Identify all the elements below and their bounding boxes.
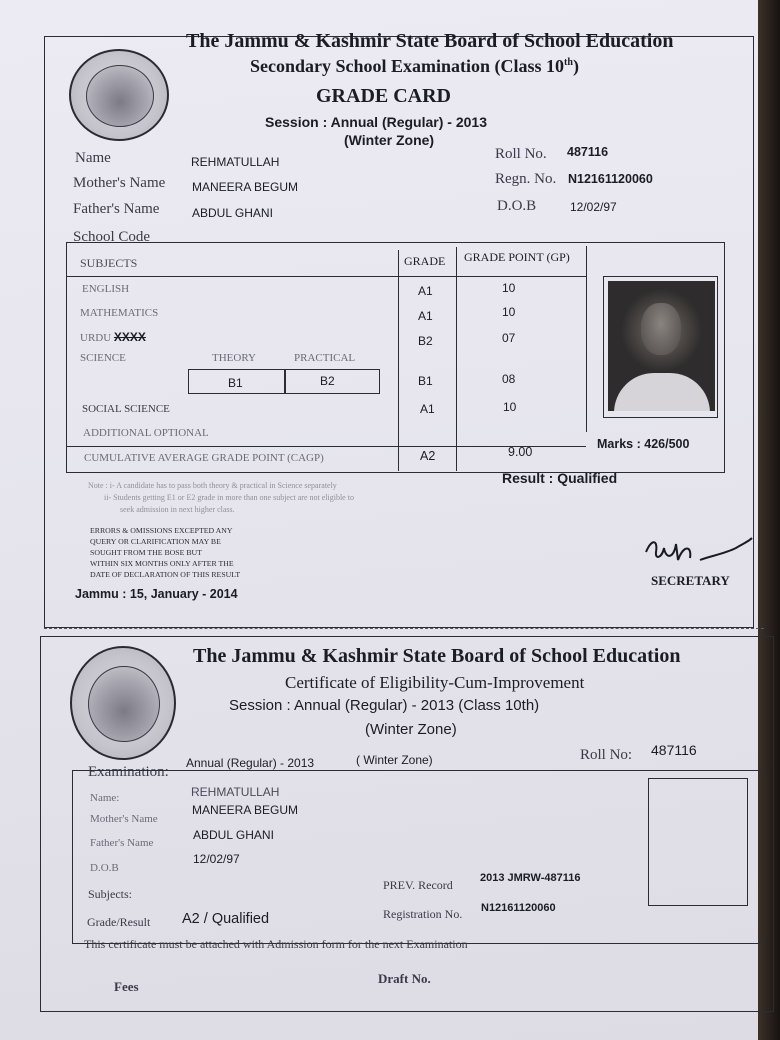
note-text: Note : i- A candidate has to pass both theory & practical in Science separately ii- Students getting E1 or E2 grade in more than one subject are not eligible to seek admission in next higher class. bbox=[88, 481, 354, 514]
examination-value: Annual (Regular) - 2013 bbox=[186, 756, 315, 770]
practical-grade: B2 bbox=[320, 374, 335, 388]
certificate-dob-label: D.O.B bbox=[90, 862, 119, 874]
certificate-zone-value: ( Winter Zone) bbox=[356, 753, 433, 767]
dob-value: 12/02/97 bbox=[570, 200, 617, 214]
practical-label: PRACTICAL bbox=[294, 352, 356, 364]
certificate-subjects-label: Subjects: bbox=[88, 887, 132, 901]
school-code-label: School Code bbox=[73, 229, 151, 245]
grade-header: GRADE bbox=[404, 254, 446, 268]
cagp-value: 9.00 bbox=[508, 445, 533, 459]
mother-name-value: MANEERA BEGUM bbox=[192, 180, 299, 194]
exam-title: Secondary School Examination (Class 10th) bbox=[250, 56, 579, 76]
certificate-roll-label: Roll No: bbox=[580, 747, 633, 763]
certificate-mother-label: Mother's Name bbox=[90, 813, 158, 825]
grade-science: B1 bbox=[418, 374, 433, 388]
student-photo bbox=[608, 281, 715, 411]
grade-english: A1 bbox=[418, 284, 433, 298]
board-seal-logo-certificate bbox=[70, 646, 176, 760]
certificate-photo-box bbox=[648, 778, 748, 906]
father-name-value: ABDUL GHANI bbox=[192, 206, 273, 220]
name-label: Name bbox=[75, 150, 111, 166]
certificate-name-value: REHMATULLAH bbox=[191, 785, 280, 799]
cagp-label: CUMULATIVE AVERAGE GRADE POINT (CAGP) bbox=[84, 452, 324, 464]
mother-name-label: Mother's Name bbox=[73, 175, 166, 191]
gp-social-science: 10 bbox=[503, 400, 517, 414]
fees-label: Fees bbox=[114, 979, 139, 994]
subject-additional-optional: ADDITIONAL OPTIONAL bbox=[83, 427, 209, 439]
dob-label: D.O.B bbox=[497, 198, 537, 214]
zone-text: (Winter Zone) bbox=[344, 132, 435, 148]
certificate-roll-value: 487116 bbox=[651, 742, 697, 758]
registration-label: Registration No. bbox=[383, 907, 463, 921]
certificate-board-title: The Jammu & Kashmir State Board of School Education bbox=[193, 645, 681, 667]
subjects-header: SUBJECTS bbox=[80, 256, 138, 270]
gp-mathematics: 10 bbox=[502, 305, 516, 319]
secretary-signature bbox=[640, 530, 755, 572]
certificate-father-label: Father's Name bbox=[90, 837, 154, 849]
certificate-title: Certificate of Eligibility-Cum-Improvement bbox=[285, 673, 585, 692]
grade-mathematics: A1 bbox=[418, 309, 433, 323]
subject-mathematics: MATHEMATICS bbox=[80, 307, 159, 319]
errors-omissions-text: ERRORS & OMISSIONS EXCEPTED ANY QUERY OR CLARIFICATION MAY BE SOUGHT FROM THE BOSE BUT WITHIN SIX MONTHS ONLY AFTER THE DATE OF DECLARATION OF THIS RESULT bbox=[90, 526, 241, 579]
cagp-grade: A2 bbox=[420, 449, 436, 463]
gp-urdu: 07 bbox=[502, 331, 516, 345]
board-seal-logo bbox=[69, 49, 169, 141]
subject-science: SCIENCE bbox=[80, 352, 126, 364]
certificate-name-label: Name: bbox=[90, 792, 120, 804]
theory-grade: B1 bbox=[228, 376, 243, 390]
subject-urdu: URDU XXXX bbox=[80, 330, 146, 344]
certificate-dob-value: 12/02/97 bbox=[193, 852, 240, 866]
father-name-label: Father's Name bbox=[73, 201, 160, 217]
certificate-footer-note: This certificate must be attached with Admission form for the next Examination bbox=[84, 937, 468, 951]
tear-line bbox=[44, 628, 764, 629]
draft-no-label: Draft No. bbox=[378, 971, 431, 986]
name-value: REHMATULLAH bbox=[191, 155, 280, 169]
grade-social-science: A1 bbox=[420, 402, 435, 416]
grade-point-header: GRADE POINT (GP) bbox=[464, 250, 570, 264]
certificate-zone: (Winter Zone) bbox=[365, 721, 457, 738]
prev-record-label: PREV. Record bbox=[383, 878, 453, 892]
subject-english: ENGLISH bbox=[82, 283, 130, 295]
grade-result-label: Grade/Result bbox=[87, 915, 151, 929]
subject-social-science: SOCIAL SCIENCE bbox=[82, 403, 170, 415]
gp-english: 10 bbox=[502, 281, 516, 295]
prev-record-value: 2013 JMRW-487116 bbox=[480, 872, 581, 884]
theory-label: THEORY bbox=[212, 352, 256, 364]
session-text: Session : Annual (Regular) - 2013 bbox=[265, 114, 487, 130]
marks-total: Marks : 426/500 bbox=[597, 437, 690, 451]
grade-result-value: A2 / Qualified bbox=[182, 911, 270, 927]
registration-value: N12161120060 bbox=[481, 902, 556, 914]
grade-urdu: B2 bbox=[418, 334, 433, 348]
roll-no-value: 487116 bbox=[567, 145, 609, 159]
result-text: Result : Qualified bbox=[502, 470, 618, 486]
gp-science: 08 bbox=[502, 372, 516, 386]
examination-label: Examination: bbox=[88, 764, 169, 780]
certificate-mother-value: MANEERA BEGUM bbox=[192, 803, 299, 817]
certificate-father-value: ABDUL GHANI bbox=[193, 828, 274, 842]
regn-no-label: Regn. No. bbox=[495, 171, 557, 187]
board-title: The Jammu & Kashmir State Board of School Education bbox=[186, 30, 674, 52]
regn-no-value: N12161120060 bbox=[568, 172, 653, 186]
certificate-session: Session : Annual (Regular) - 2013 (Class 10th) bbox=[229, 697, 540, 714]
place-date: Jammu : 15, January - 2014 bbox=[75, 587, 238, 601]
secretary-label: SECRETARY bbox=[651, 573, 730, 588]
grade-card-heading: GRADE CARD bbox=[316, 85, 451, 107]
roll-no-label: Roll No. bbox=[495, 146, 547, 162]
